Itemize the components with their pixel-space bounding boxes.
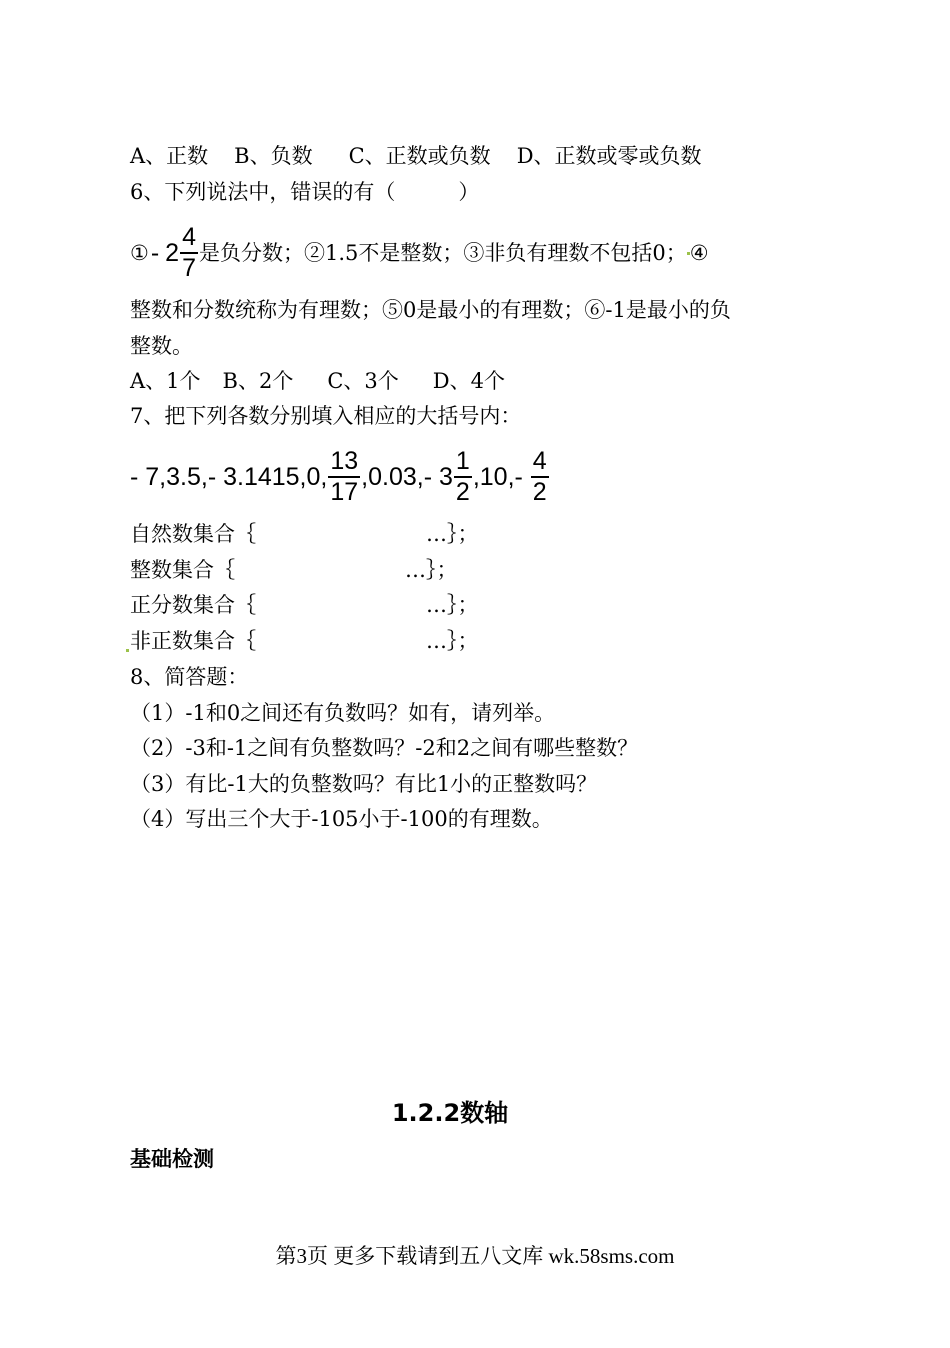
q7-expr-part2: ,0.03,- 3 (361, 462, 453, 491)
q8-item-1: （1）-1和0之间还有负数吗？如有，请列举。 (130, 701, 556, 725)
q6-item1-denominator: 7 (182, 253, 196, 282)
q6-option-c: C、3个 (327, 369, 399, 393)
q7-expr-part3: ,10,- (472, 462, 530, 491)
q8-item-3: （3）有比-1大的负整数吗？有比1小的正整数吗？ (130, 772, 598, 796)
q6-statement-line2: 整数和分数统称为有理数；⑤0是最小的有理数；⑥-1是最小的负 (130, 298, 731, 322)
q6-statement-line1 (130, 224, 709, 282)
q6-item1-prefix: ① (130, 240, 149, 265)
q6-title: 6、下列说法中，错误的有（ ） (130, 180, 480, 204)
q6-item1-whole: 2 (165, 238, 180, 267)
q6-option-d: D、4个 (432, 369, 505, 393)
q8-item-2: （2）-3和-1之间有负整数吗？-2和2之间有哪些整数？ (130, 736, 639, 760)
section-title: 1.2.2数轴 (391, 1099, 509, 1127)
q7-set-integer (130, 560, 458, 581)
q7-frac2-denominator: 2 (455, 477, 470, 506)
q7-fraction-4-2 (531, 449, 549, 505)
q6-option-b: B、2个 (222, 369, 294, 393)
set-label: 非正数集合｛ (130, 629, 256, 653)
q6-statement-line3: 整数。 (130, 334, 193, 358)
q7-frac3-numerator: 4 (532, 447, 547, 476)
q7-fraction-13-17 (328, 449, 360, 505)
marker-dot-icon (126, 649, 129, 652)
q6-option-a: A、1个 (130, 369, 201, 393)
set-label: 正分数集合｛ (130, 593, 256, 617)
q5-option-b: B、负数 (234, 144, 313, 168)
q6-item4-mark: ④ (689, 240, 709, 265)
q7-title: 7、把下列各数分别填入相应的大括号内： (130, 404, 522, 428)
q7-frac2-numerator: 1 (455, 447, 470, 476)
set-label: 整数集合｛ (130, 558, 235, 582)
q7-set-natural (130, 524, 479, 545)
q5-option-a: A、正数 (130, 144, 209, 168)
q7-frac3-denominator: 2 (532, 477, 547, 506)
q7-set-non-positive (130, 631, 479, 652)
q8-item-4: （4）写出三个大于-105小于-100的有理数。 (130, 807, 553, 831)
q7-fraction-1-2 (454, 449, 472, 505)
q5-option-c: C、正数或负数 (348, 144, 491, 168)
q7-frac1-numerator: 13 (330, 447, 359, 476)
q5-option-d: D、正数或零或负数 (516, 144, 702, 168)
section-subtitle: 基础检测 (130, 1147, 214, 1171)
set-end: …｝； (426, 593, 479, 617)
q7-frac1-denominator: 17 (330, 477, 359, 506)
q6-item1-numerator: 4 (182, 223, 196, 252)
set-end: …｝； (426, 629, 479, 653)
q8-title: 8、简答题： (130, 665, 249, 689)
q6-options (130, 371, 505, 392)
q5-options (130, 146, 702, 167)
q7-expr-part1: - 7,3.5,- 3.1415,0, (130, 462, 328, 491)
q6-item1-fraction (180, 225, 198, 281)
q6-item1-minus: - (150, 238, 160, 267)
q6-item1-rest: 是负分数；②1.5不是整数；③非负有理数不包括0； (198, 240, 687, 265)
q7-set-positive-fraction (130, 595, 479, 616)
q7-number-list (130, 444, 550, 510)
set-end: …｝； (426, 522, 479, 546)
page-footer: 第3页 更多下载请到五八文库 wk.58sms.com (275, 1244, 675, 1268)
set-label: 自然数集合｛ (130, 522, 256, 546)
set-end: …｝； (405, 558, 458, 582)
